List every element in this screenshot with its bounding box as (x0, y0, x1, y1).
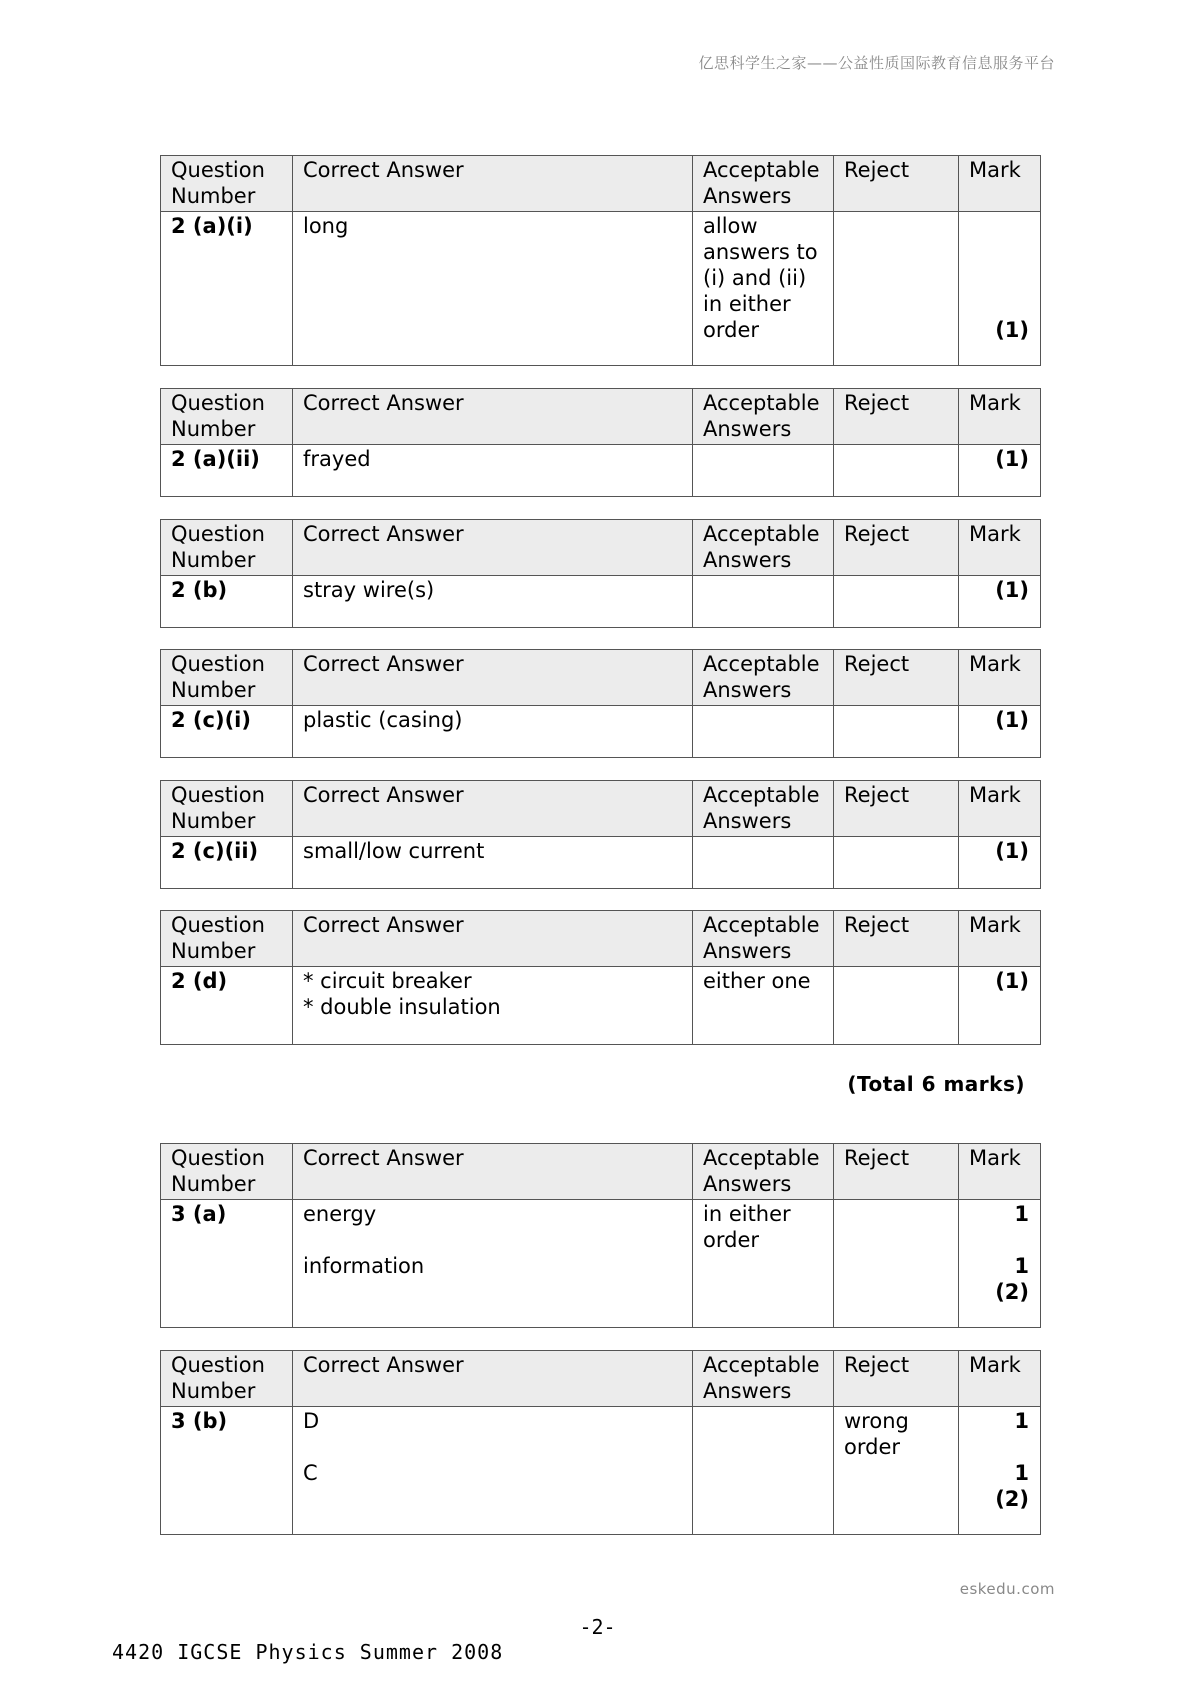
acceptable-answer-line: in either (703, 292, 791, 316)
mark-line: (1) (995, 839, 1029, 863)
mark-line: (1) (995, 318, 1029, 342)
header-mark: Mark (959, 781, 1041, 837)
mark-cell (959, 967, 1041, 1045)
mark-line (969, 1227, 1029, 1253)
table-header-row (161, 650, 1041, 706)
correct-answer-line: energy (303, 1202, 377, 1226)
acceptable-answers-cell (693, 445, 834, 497)
mark-line: (2) (995, 1487, 1029, 1511)
reject-line: order (844, 1435, 900, 1459)
table-row (161, 837, 1041, 889)
header-reject: Reject (834, 1351, 959, 1407)
table-header-row (161, 520, 1041, 576)
reject-cell (834, 1407, 959, 1535)
acceptable-answer-line: (i) and (ii) (703, 266, 807, 290)
markscheme-table (160, 910, 1041, 1045)
table-header-row (161, 156, 1041, 212)
header-acceptable-answers: Acceptable Answers (693, 156, 834, 212)
question-number-cell: 3 (a) (161, 1200, 293, 1328)
header-reject: Reject (834, 911, 959, 967)
acceptable-answer-line: order (703, 318, 759, 342)
correct-answer-cell (293, 576, 693, 628)
markscheme-table (160, 388, 1041, 497)
table-header-row (161, 911, 1041, 967)
correct-answer-line: frayed (303, 447, 371, 471)
table-row (161, 1200, 1041, 1328)
header-acceptable-answers: Acceptable Answers (693, 1144, 834, 1200)
table-row (161, 212, 1041, 366)
header-mark: Mark (959, 1144, 1041, 1200)
header-correct-answer: Correct Answer (293, 781, 693, 837)
correct-answer-line: plastic (casing) (303, 708, 463, 732)
correct-answer-line: D (303, 1409, 320, 1433)
correct-answer-cell (293, 1200, 693, 1328)
header-reject: Reject (834, 389, 959, 445)
acceptable-answer-line: answers to (703, 240, 818, 264)
header-correct-answer: Correct Answer (293, 389, 693, 445)
header-acceptable-answers: Acceptable Answers (693, 1351, 834, 1407)
acceptable-answer-line: allow (703, 214, 758, 238)
mark-line (969, 265, 1029, 291)
question-number-cell: 2 (a)(ii) (161, 445, 293, 497)
header-mark: Mark (959, 1351, 1041, 1407)
acceptable-answer-line: order (703, 1228, 759, 1252)
table-row (161, 967, 1041, 1045)
mark-line (969, 1434, 1029, 1460)
mark-cell (959, 576, 1041, 628)
question-number-cell: 2 (c)(ii) (161, 837, 293, 889)
mark-line: 1 (1014, 1461, 1029, 1485)
correct-answer-line: * circuit breaker (303, 969, 472, 993)
acceptable-answers-cell (693, 1407, 834, 1535)
mark-line: (1) (995, 447, 1029, 471)
acceptable-answer-line: either one (703, 969, 811, 993)
mark-line (969, 291, 1029, 317)
header-watermark-text: 亿思科学生之家——公益性质国际教育信息服务平台 (698, 54, 1055, 72)
footer-exam-code: 4420 IGCSE Physics Summer 2008 (112, 1640, 504, 1664)
header-reject: Reject (834, 650, 959, 706)
correct-answer-line (303, 1227, 683, 1253)
header-question-number: Question Number (161, 1351, 293, 1407)
mark-cell (959, 445, 1041, 497)
header-reject: Reject (834, 1144, 959, 1200)
correct-answer-line: * double insulation (303, 995, 501, 1019)
mark-cell (959, 1407, 1041, 1535)
site-watermark: eskedu.com (959, 1580, 1055, 1598)
total-marks: (Total 6 marks) (847, 1072, 1025, 1096)
correct-answer-line: information (303, 1254, 425, 1278)
mark-cell (959, 837, 1041, 889)
acceptable-answers-cell (693, 1200, 834, 1328)
header-question-number: Question Number (161, 389, 293, 445)
correct-answer-line (303, 1434, 683, 1460)
acceptable-answers-cell (693, 576, 834, 628)
question-number-cell: 3 (b) (161, 1407, 293, 1535)
header-mark: Mark (959, 156, 1041, 212)
markscheme-table (160, 1143, 1041, 1328)
question-number-cell: 2 (c)(i) (161, 706, 293, 758)
header-question-number: Question Number (161, 156, 293, 212)
mark-cell (959, 1200, 1041, 1328)
header-question-number: Question Number (161, 1144, 293, 1200)
header-reject: Reject (834, 781, 959, 837)
table-row (161, 1407, 1041, 1535)
question-number-cell: 2 (d) (161, 967, 293, 1045)
header-correct-answer: Correct Answer (293, 520, 693, 576)
acceptable-answers-cell (693, 706, 834, 758)
correct-answer-cell (293, 212, 693, 366)
markscheme-table (160, 155, 1041, 366)
acceptable-answers-cell (693, 212, 834, 366)
header-question-number: Question Number (161, 781, 293, 837)
acceptable-answers-cell (693, 837, 834, 889)
reject-cell (834, 967, 959, 1045)
mark-line: (2) (995, 1280, 1029, 1304)
correct-answer-cell (293, 967, 693, 1045)
mark-line: (1) (995, 969, 1029, 993)
table-row (161, 706, 1041, 758)
header-mark: Mark (959, 650, 1041, 706)
mark-line: (1) (995, 578, 1029, 602)
mark-line: 1 (1014, 1409, 1029, 1433)
header-reject: Reject (834, 520, 959, 576)
reject-line: wrong (844, 1409, 909, 1433)
header-correct-answer: Correct Answer (293, 1351, 693, 1407)
reject-cell (834, 445, 959, 497)
question-number-cell: 2 (b) (161, 576, 293, 628)
table-row (161, 576, 1041, 628)
correct-answer-line: long (303, 214, 349, 238)
header-acceptable-answers: Acceptable Answers (693, 911, 834, 967)
reject-cell (834, 212, 959, 366)
header-correct-answer: Correct Answer (293, 1144, 693, 1200)
header-correct-answer: Correct Answer (293, 911, 693, 967)
header-question-number: Question Number (161, 520, 293, 576)
header-mark: Mark (959, 389, 1041, 445)
markscheme-table (160, 780, 1041, 889)
mark-line (969, 213, 1029, 239)
mark-cell (959, 212, 1041, 366)
header-acceptable-answers: Acceptable Answers (693, 781, 834, 837)
header-acceptable-answers: Acceptable Answers (693, 520, 834, 576)
header-reject: Reject (834, 156, 959, 212)
table-header-row (161, 1144, 1041, 1200)
header-correct-answer: Correct Answer (293, 650, 693, 706)
correct-answer-line: stray wire(s) (303, 578, 435, 602)
correct-answer-cell (293, 837, 693, 889)
header-mark: Mark (959, 911, 1041, 967)
markscheme-table (160, 649, 1041, 758)
mark-cell (959, 706, 1041, 758)
page-number: -2- (579, 1615, 616, 1639)
acceptable-answers-cell (693, 967, 834, 1045)
reject-cell (834, 706, 959, 758)
reject-cell (834, 1200, 959, 1328)
mark-line: 1 (1014, 1202, 1029, 1226)
header-acceptable-answers: Acceptable Answers (693, 389, 834, 445)
correct-answer-cell (293, 706, 693, 758)
header-acceptable-answers: Acceptable Answers (693, 650, 834, 706)
header-question-number: Question Number (161, 650, 293, 706)
mark-line (969, 239, 1029, 265)
markscheme-table (160, 1350, 1041, 1535)
correct-answer-cell (293, 1407, 693, 1535)
mark-line: 1 (1014, 1254, 1029, 1278)
correct-answer-line: small/low current (303, 839, 485, 863)
header-mark: Mark (959, 520, 1041, 576)
reject-cell (834, 576, 959, 628)
table-row (161, 445, 1041, 497)
correct-answer-cell (293, 445, 693, 497)
acceptable-answer-line: in either (703, 1202, 791, 1226)
reject-cell (834, 837, 959, 889)
correct-answer-line: C (303, 1461, 318, 1485)
header-correct-answer: Correct Answer (293, 156, 693, 212)
table-header-row (161, 1351, 1041, 1407)
markscheme-table (160, 519, 1041, 628)
mark-line: (1) (995, 708, 1029, 732)
table-header-row (161, 389, 1041, 445)
table-header-row (161, 781, 1041, 837)
header-question-number: Question Number (161, 911, 293, 967)
question-number-cell: 2 (a)(i) (161, 212, 293, 366)
